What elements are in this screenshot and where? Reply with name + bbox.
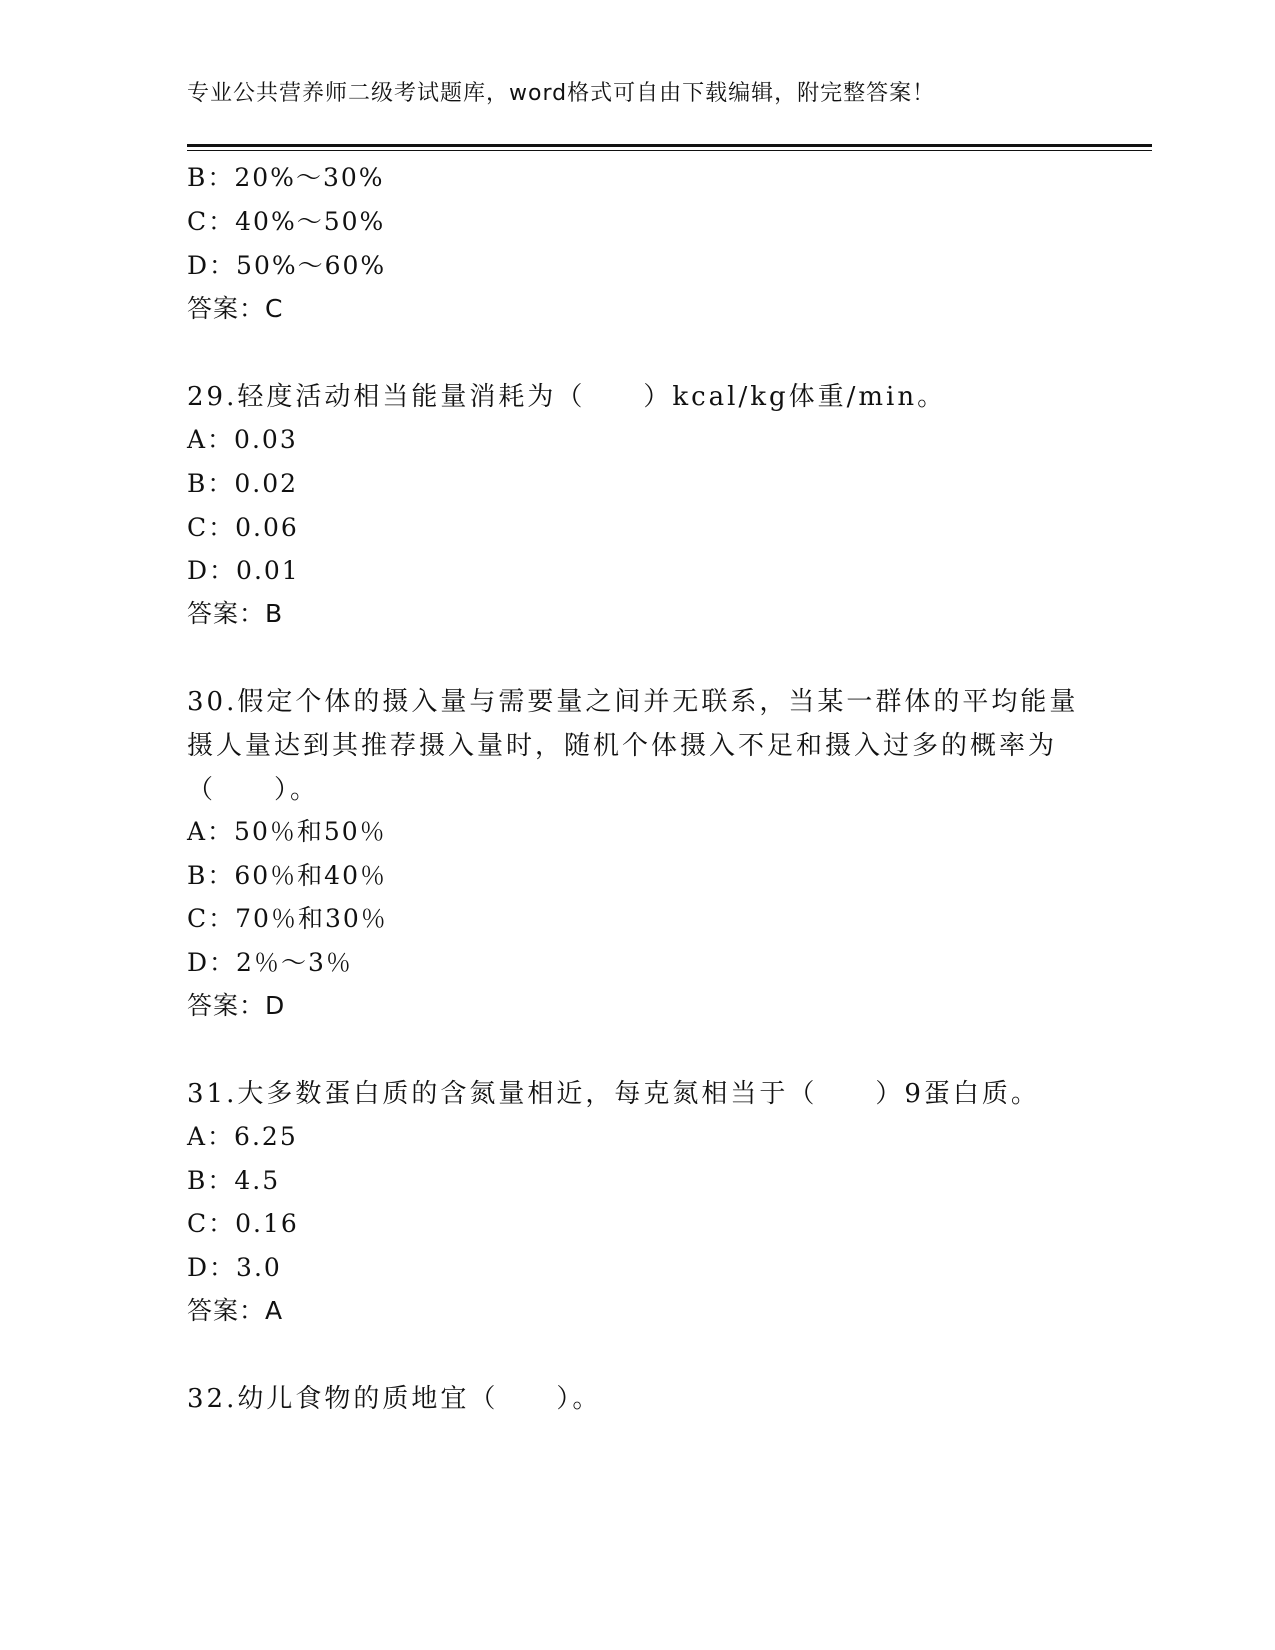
option-b: B：4.5 — [187, 1166, 281, 1195]
question-30-line-1: 30.假定个体的摄入量与需要量之间并无联系，当某一群体的平均能量 — [187, 687, 1079, 717]
option-d: D：2％～3％ — [187, 948, 353, 977]
question-30-line-3: （ ）。 — [187, 775, 320, 805]
option-d: D：3.0 — [187, 1253, 282, 1282]
option-d: D：50%～60% — [187, 251, 387, 280]
question-32: 32.幼儿食物的质地宜（ ）。 — [187, 1384, 602, 1414]
option-a: A：50％和50％ — [187, 817, 387, 846]
option-c: C：70％和30％ — [187, 904, 388, 933]
option-c: C：40%～50% — [187, 207, 386, 236]
option-a: A：6.25 — [187, 1122, 298, 1151]
option-d: D：0.01 — [187, 556, 300, 585]
question-31: 31.大多数蛋白质的含氮量相近，每克氮相当于（ ）9蛋白质。 — [187, 1079, 1040, 1109]
answer: 答案：D — [187, 991, 286, 1020]
answer: 答案：A — [187, 1296, 284, 1325]
option-a: A：0.03 — [187, 425, 298, 454]
option-b: B：20%～30% — [187, 163, 385, 192]
header-divider-thin — [187, 150, 1152, 151]
page-header: 专业公共营养师二级考试题库，word格式可自由下载编辑，附完整答案！ — [187, 81, 936, 106]
question-30-line-2: 摄人量达到其推荐摄入量时，随机个体摄入不足和摄入过多的概率为 — [187, 731, 1058, 761]
answer: 答案：C — [187, 294, 284, 323]
option-b: B：0.02 — [187, 469, 299, 498]
option-b: B：60％和40％ — [187, 861, 387, 890]
header-divider — [187, 144, 1152, 147]
option-c: C：0.06 — [187, 513, 299, 542]
option-c: C：0.16 — [187, 1209, 299, 1238]
answer: 答案：B — [187, 599, 284, 628]
question-29: 29.轻度活动相当能量消耗为（ ）kcal/kg体重/min。 — [187, 382, 947, 412]
